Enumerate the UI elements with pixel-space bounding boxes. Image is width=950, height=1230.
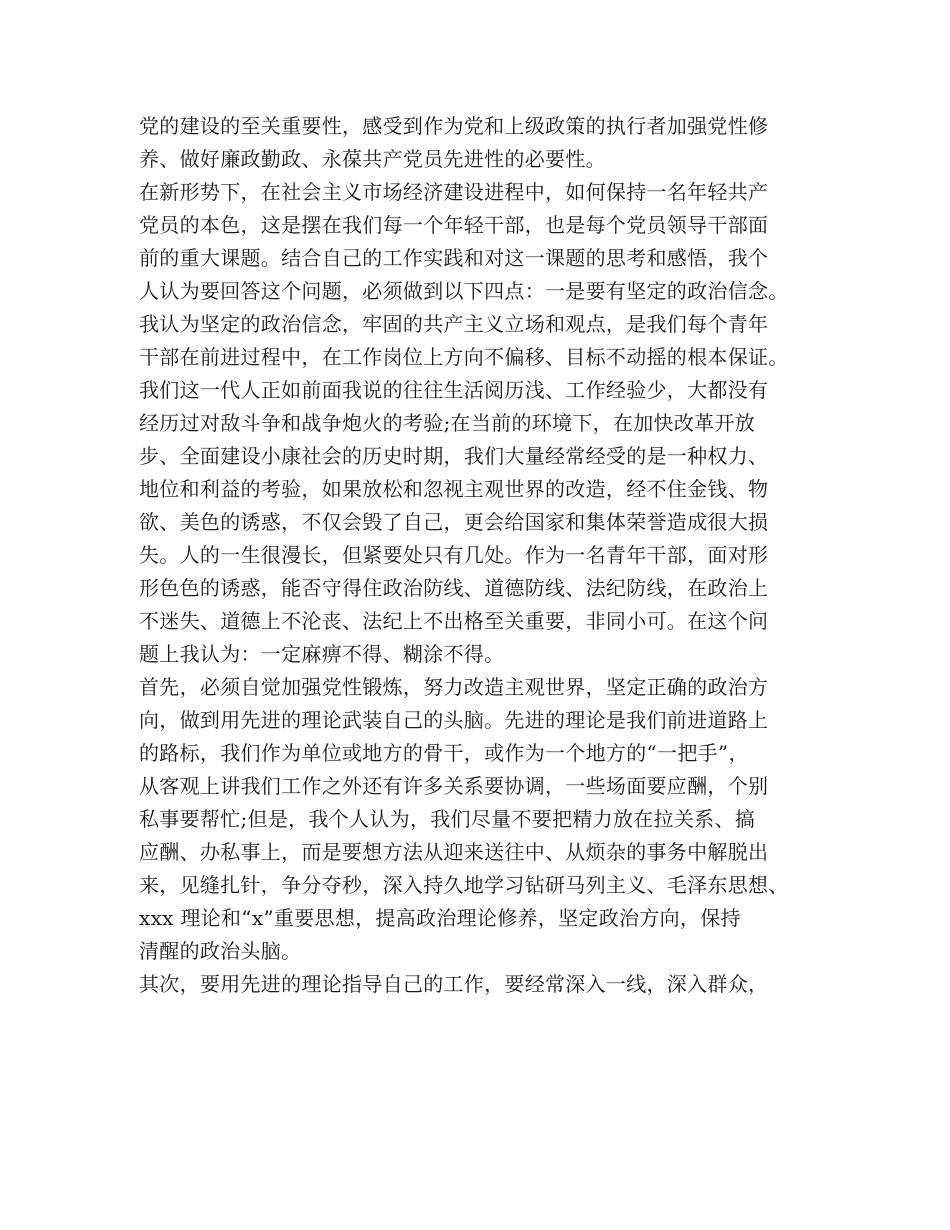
text-line: 首先，必须自觉加强党性锻炼，努力改造主观世界，坚定正确的政治方 xyxy=(139,675,769,699)
text-line: 不迷失、道德上不沦丧、法纪上不出格至关重要，非同小可。在这个问 xyxy=(139,609,769,633)
text-line: 欲、美色的诱惑，不仅会毁了自己，更会给国家和集体荣誉造成很大损 xyxy=(139,510,769,534)
text-line: 地位和利益的考验，如果放松和忽视主观世界的改造，经不住金钱、物 xyxy=(139,477,769,501)
text-line: 形色色的诱惑，能否守得住政治防线、道德防线、法纪防线，在政治上 xyxy=(139,576,769,600)
text-line: 干部在前进过程中，在工作岗位上方向不偏移、目标不动摇的根本保证。 xyxy=(139,345,789,369)
text-line: xxx 理论和“x”重要思想，提高政治理论修养，坚定政治方向，保持 xyxy=(139,906,741,930)
text-line: 经历过对敌斗争和战争炮火的考验;在当前的环境下，在加快改革开放 xyxy=(139,411,756,435)
text-line: 养、做好廉政勤政、永葆共产党员先进性的必要性。 xyxy=(139,147,606,171)
text-line: 的路标，我们作为单位或地方的骨干，或作为一个地方的“一把手”， xyxy=(139,741,749,765)
text-line: 我认为坚定的政治信念，牢固的共产主义立场和观点，是我们每个青年 xyxy=(139,312,769,336)
text-line: 来，见缝扎针，争分夺秒，深入持久地学习钻研马列主义、毛泽东思想、 xyxy=(139,873,789,897)
text-line: 应酬、办私事上，而是要想方法从迎来送往中、从烦杂的事务中解脱出 xyxy=(139,840,769,864)
text-line: 从客观上讲我们工作之外还有许多关系要协调，一些场面要应酬，个别 xyxy=(139,774,769,798)
text-line: 在新形势下，在社会主义市场经济建设进程中，如何保持一名年轻共产 xyxy=(139,180,769,204)
text-line: 私事要帮忙;但是，我个人认为，我们尽量不要把精力放在拉关系、搞 xyxy=(139,807,756,831)
text-line: 党员的本色，这是摆在我们每一个年轻干部，也是每个党员领导干部面 xyxy=(139,213,769,237)
text-line: 失。人的一生很漫长，但紧要处只有几处。作为一名青年干部，面对形 xyxy=(139,543,769,567)
text-line: 步、全面建设小康社会的历史时期，我们大量经常经受的是一种权力、 xyxy=(139,444,769,468)
body-text xyxy=(139,110,839,1001)
text-line: 向，做到用先进的理论武装自己的头脑。先进的理论是我们前进道路上 xyxy=(139,708,769,732)
text-line: 人认为要回答这个问题，必须做到以下四点：一是要有坚定的政治信念。 xyxy=(139,279,789,303)
text-line: 题上我认为：一定麻痹不得、糊涂不得。 xyxy=(139,642,505,666)
text-line: 我们这一代人正如前面我说的往往生活阅历浅、工作经验少，大都没有 xyxy=(139,378,769,402)
text-line: 清醒的政治头脑。 xyxy=(139,939,302,963)
text-line: 其次，要用先进的理论指导自己的工作，要经常深入一线，深入群众， xyxy=(139,972,769,996)
text-line: 前的重大课题。结合自己的工作实践和对这一课题的思考和感悟，我个 xyxy=(139,246,769,270)
text-line: 党的建设的至关重要性，感受到作为党和上级政策的执行者加强党性修 xyxy=(139,114,769,138)
